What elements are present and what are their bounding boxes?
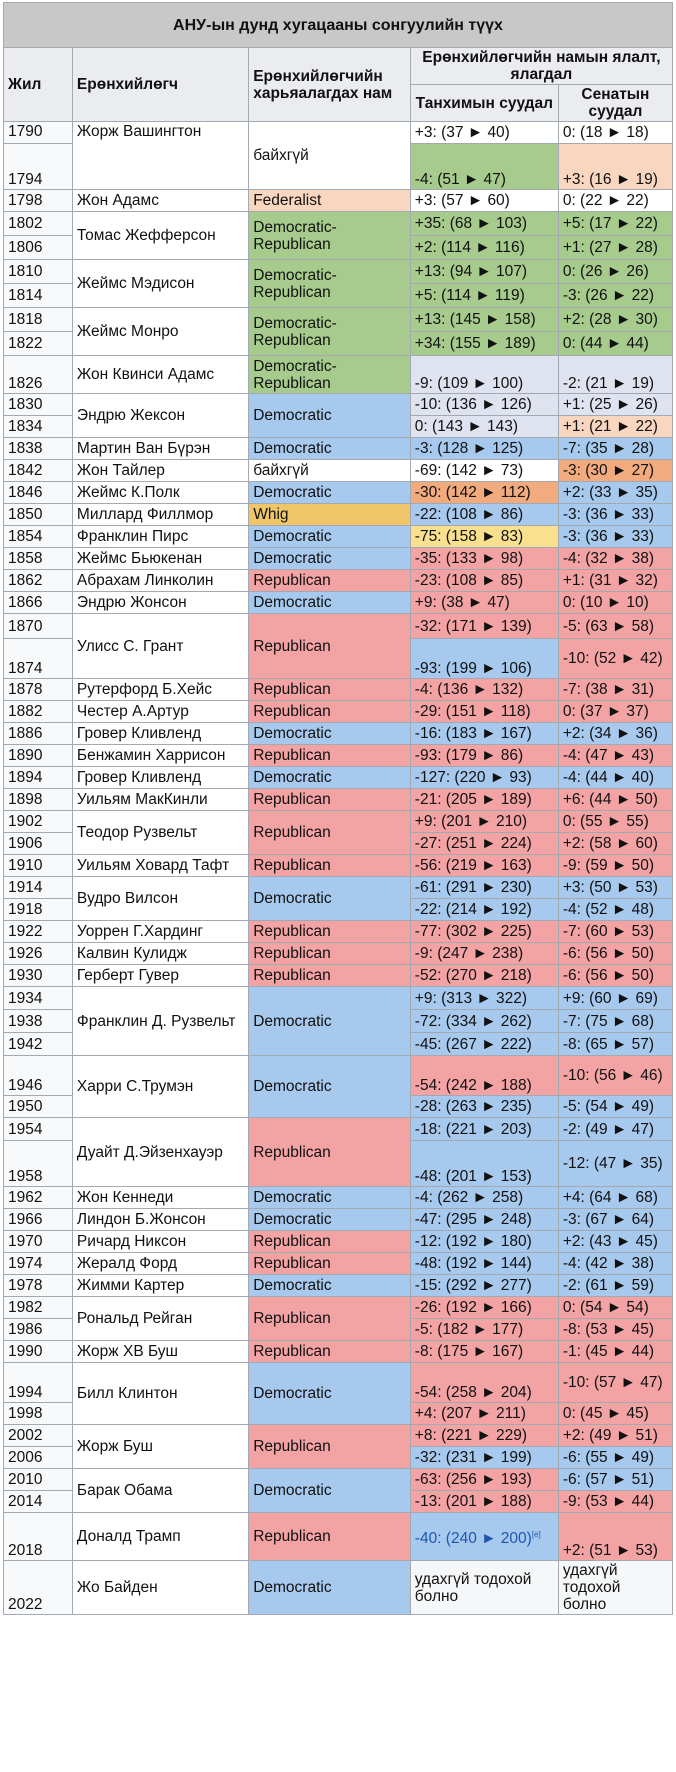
year-cell: 1818 bbox=[4, 308, 73, 332]
party-cell: Democratic bbox=[249, 723, 411, 745]
party-cell: Federalist bbox=[249, 190, 411, 212]
house-change-cell: -22: (108 ► 86) bbox=[410, 504, 558, 526]
year-cell: 1974 bbox=[4, 1253, 73, 1275]
senate-change-cell: -4: (44 ► 40) bbox=[558, 767, 672, 789]
party-cell: Republican bbox=[249, 965, 411, 987]
president-cell: Доналд Трамп bbox=[72, 1513, 248, 1561]
party-cell: Republican bbox=[249, 943, 411, 965]
party-cell: Republican bbox=[249, 811, 411, 855]
house-change-value: -40: (240 ► 200) bbox=[414, 1530, 532, 1548]
party-cell: Democratic-Republican bbox=[249, 356, 411, 394]
party-cell: Democratic bbox=[249, 1056, 411, 1118]
house-change-cell: +9: (313 ► 322) bbox=[410, 987, 558, 1010]
party-cell: Democratic bbox=[249, 767, 411, 789]
year-cell: 1834 bbox=[4, 416, 73, 438]
senate-change-cell: -7: (60 ► 53) bbox=[558, 921, 672, 943]
party-cell: Republican bbox=[249, 921, 411, 943]
year-cell: 1798 bbox=[4, 190, 73, 212]
president-cell: Жо Байден bbox=[72, 1561, 248, 1615]
president-cell: Эндрю Жексон bbox=[72, 394, 248, 438]
year-cell: 1966 bbox=[4, 1209, 73, 1231]
year-cell: 1934 bbox=[4, 987, 73, 1010]
year-cell: 1910 bbox=[4, 855, 73, 877]
senate-change-cell: -6: (56 ► 50) bbox=[558, 943, 672, 965]
president-cell: Жеймс Бьюкенан bbox=[72, 548, 248, 570]
party-cell: Republican bbox=[249, 855, 411, 877]
year-cell: 1978 bbox=[4, 1275, 73, 1297]
senate-change-cell: +2: (51 ► 53) bbox=[558, 1513, 672, 1561]
house-change-cell: -9: (109 ► 100) bbox=[410, 356, 558, 394]
house-change-cell: +8: (221 ► 229) bbox=[410, 1425, 558, 1447]
senate-change-cell: -6: (56 ► 50) bbox=[558, 965, 672, 987]
year-cell: 1914 bbox=[4, 877, 73, 899]
party-cell: Democratic bbox=[249, 1561, 411, 1615]
party-cell: Republican bbox=[249, 1425, 411, 1469]
senate-change-cell: 0: (10 ► 10) bbox=[558, 592, 672, 614]
house-change-cell bbox=[410, 1513, 558, 1561]
year-cell: 1822 bbox=[4, 332, 73, 356]
party-cell: Republican bbox=[249, 679, 411, 701]
president-cell: Гровер Кливленд bbox=[72, 767, 248, 789]
senate-change-cell: +2: (58 ► 60) bbox=[558, 833, 672, 855]
senate-change-cell: -2: (61 ► 59) bbox=[558, 1275, 672, 1297]
house-change-cell: +9: (38 ► 47) bbox=[410, 592, 558, 614]
year-cell: 1906 bbox=[4, 833, 73, 855]
year-cell: 1882 bbox=[4, 701, 73, 723]
senate-change-cell: -3: (36 ► 33) bbox=[558, 526, 672, 548]
year-cell: 1802 bbox=[4, 212, 73, 236]
year-cell: 1950 bbox=[4, 1096, 73, 1118]
senate-change-cell: +2: (33 ► 35) bbox=[558, 482, 672, 504]
house-change-cell: -4: (136 ► 132) bbox=[410, 679, 558, 701]
year-cell: 1842 bbox=[4, 460, 73, 482]
house-change-cell: -12: (192 ► 180) bbox=[410, 1231, 558, 1253]
senate-change-cell: 0: (55 ► 55) bbox=[558, 811, 672, 833]
house-change-cell: +4: (207 ► 211) bbox=[410, 1403, 558, 1425]
president-cell: Жон Квинси Адамс bbox=[72, 356, 248, 394]
party-cell: Republican bbox=[249, 570, 411, 592]
party-cell: Republican bbox=[249, 614, 411, 679]
senate-change-cell: -3: (36 ► 33) bbox=[558, 504, 672, 526]
president-cell: Теодор Рузвельт bbox=[72, 811, 248, 855]
house-change-cell: -28: (263 ► 235) bbox=[410, 1096, 558, 1118]
senate-change-cell: удахгүй тодохой болно bbox=[558, 1561, 672, 1615]
president-cell: Жеймс К.Полк bbox=[72, 482, 248, 504]
house-change-cell: +9: (201 ► 210) bbox=[410, 811, 558, 833]
house-change-cell: -61: (291 ► 230) bbox=[410, 877, 558, 899]
house-change-cell: -77: (302 ► 225) bbox=[410, 921, 558, 943]
year-cell: 1854 bbox=[4, 526, 73, 548]
year-cell: 1830 bbox=[4, 394, 73, 416]
president-cell: Жимми Картер bbox=[72, 1275, 248, 1297]
senate-change-cell: -7: (38 ► 31) bbox=[558, 679, 672, 701]
year-cell: 1918 bbox=[4, 899, 73, 921]
senate-change-cell: -10: (57 ► 47) bbox=[558, 1363, 672, 1403]
senate-change-cell: -10: (56 ► 46) bbox=[558, 1056, 672, 1096]
house-change-cell: +5: (114 ► 119) bbox=[410, 284, 558, 308]
senate-change-cell: +1: (21 ► 22) bbox=[558, 416, 672, 438]
year-cell: 1990 bbox=[4, 1341, 73, 1363]
house-change-cell: -93: (199 ► 106) bbox=[410, 639, 558, 679]
party-cell: Democratic-Republican bbox=[249, 260, 411, 308]
senate-change-cell: -3: (67 ► 64) bbox=[558, 1209, 672, 1231]
senate-change-cell: -8: (65 ► 57) bbox=[558, 1033, 672, 1056]
party-cell: Democratic bbox=[249, 1209, 411, 1231]
house-change-cell: +3: (37 ► 40) bbox=[410, 122, 558, 144]
president-cell: Улисс С. Грант bbox=[72, 614, 248, 679]
president-cell: Гровер Кливленд bbox=[72, 723, 248, 745]
party-cell: Democratic bbox=[249, 592, 411, 614]
house-change-cell: -8: (175 ► 167) bbox=[410, 1341, 558, 1363]
house-change-cell: -35: (133 ► 98) bbox=[410, 548, 558, 570]
party-cell: Republican bbox=[249, 1297, 411, 1341]
year-cell: 2006 bbox=[4, 1447, 73, 1469]
senate-change-cell: +1: (27 ► 28) bbox=[558, 236, 672, 260]
senate-change-cell: -4: (52 ► 48) bbox=[558, 899, 672, 921]
year-cell: 1790 bbox=[4, 122, 73, 144]
house-change-cell: -26: (192 ► 166) bbox=[410, 1297, 558, 1319]
year-cell: 1826 bbox=[4, 356, 73, 394]
house-change-cell: +2: (114 ► 116) bbox=[410, 236, 558, 260]
house-change-cell: -127: (220 ► 93) bbox=[410, 767, 558, 789]
house-change-cell: -56: (219 ► 163) bbox=[410, 855, 558, 877]
house-change-cell: -54: (242 ► 188) bbox=[410, 1056, 558, 1096]
house-change-cell: -45: (267 ► 222) bbox=[410, 1033, 558, 1056]
senate-change-cell: -2: (49 ► 47) bbox=[558, 1118, 672, 1141]
party-cell: Democratic bbox=[249, 1187, 411, 1209]
senate-change-cell: +9: (60 ► 69) bbox=[558, 987, 672, 1010]
header-change-group: Ерөнхийлөгчийн намын ялалт, ялагдал bbox=[410, 48, 672, 85]
house-change-cell: -54: (258 ► 204) bbox=[410, 1363, 558, 1403]
year-cell: 1962 bbox=[4, 1187, 73, 1209]
house-change-cell: -52: (270 ► 218) bbox=[410, 965, 558, 987]
party-cell: Democratic bbox=[249, 438, 411, 460]
senate-change-cell: +6: (44 ► 50) bbox=[558, 789, 672, 811]
house-change-cell: -16: (183 ► 167) bbox=[410, 723, 558, 745]
party-cell: Republican bbox=[249, 1231, 411, 1253]
president-cell: Бенжамин Харрисон bbox=[72, 745, 248, 767]
party-cell: Democratic bbox=[249, 526, 411, 548]
house-change-cell: -48: (201 ► 153) bbox=[410, 1141, 558, 1187]
senate-change-cell: -6: (57 ► 51) bbox=[558, 1469, 672, 1491]
header-party: Ерөнхийлөгчийн харьяалагдах нам bbox=[249, 48, 411, 122]
senate-change-cell: +5: (17 ► 22) bbox=[558, 212, 672, 236]
senate-change-cell: 0: (22 ► 22) bbox=[558, 190, 672, 212]
year-cell: 1794 bbox=[4, 144, 73, 190]
president-cell: Жорж Вашингтон bbox=[72, 122, 248, 190]
senate-change-cell: +2: (49 ► 51) bbox=[558, 1425, 672, 1447]
president-cell: Билл Клинтон bbox=[72, 1363, 248, 1425]
president-cell: Барак Обама bbox=[72, 1469, 248, 1513]
president-cell: Франклин Д. Рузвельт bbox=[72, 987, 248, 1056]
senate-change-cell: -4: (42 ► 38) bbox=[558, 1253, 672, 1275]
senate-change-cell: +2: (43 ► 45) bbox=[558, 1231, 672, 1253]
president-cell: Жон Адамс bbox=[72, 190, 248, 212]
house-change-cell: +13: (145 ► 158) bbox=[410, 308, 558, 332]
house-change-cell: -15: (292 ► 277) bbox=[410, 1275, 558, 1297]
house-change-cell: -32: (231 ► 199) bbox=[410, 1447, 558, 1469]
year-cell: 1922 bbox=[4, 921, 73, 943]
year-cell: 1850 bbox=[4, 504, 73, 526]
senate-change-cell: -4: (47 ► 43) bbox=[558, 745, 672, 767]
house-change-cell: -5: (182 ► 177) bbox=[410, 1319, 558, 1341]
house-change-cell: 0: (143 ► 143) bbox=[410, 416, 558, 438]
party-cell: Democratic bbox=[249, 1363, 411, 1425]
house-change-cell: -4: (51 ► 47) bbox=[410, 144, 558, 190]
president-cell: Франклин Пирс bbox=[72, 526, 248, 548]
house-change-cell: +3: (57 ► 60) bbox=[410, 190, 558, 212]
president-cell: Уильям МакКинли bbox=[72, 789, 248, 811]
year-cell: 1998 bbox=[4, 1403, 73, 1425]
house-change-cell: -75: (158 ► 83) bbox=[410, 526, 558, 548]
party-cell: Republican bbox=[249, 1253, 411, 1275]
party-cell: Democratic bbox=[249, 394, 411, 438]
president-cell: Уильям Ховард Тафт bbox=[72, 855, 248, 877]
senate-change-cell: -7: (35 ► 28) bbox=[558, 438, 672, 460]
senate-change-cell: -7: (75 ► 68) bbox=[558, 1010, 672, 1033]
house-change-cell: -48: (192 ► 144) bbox=[410, 1253, 558, 1275]
year-cell: 1866 bbox=[4, 592, 73, 614]
house-change-cell: -18: (221 ► 203) bbox=[410, 1118, 558, 1141]
senate-change-cell: -6: (55 ► 49) bbox=[558, 1447, 672, 1469]
party-cell: Republican bbox=[249, 789, 411, 811]
president-cell: Жон Кеннеди bbox=[72, 1187, 248, 1209]
president-cell: Эндрю Жонсон bbox=[72, 592, 248, 614]
president-cell: Мартин Ван Бүрэн bbox=[72, 438, 248, 460]
house-change-cell: -47: (295 ► 248) bbox=[410, 1209, 558, 1231]
year-cell: 2022 bbox=[4, 1561, 73, 1615]
party-cell: Democratic-Republican bbox=[249, 308, 411, 356]
president-cell: Томас Жефферсон bbox=[72, 212, 248, 260]
senate-change-cell: +3: (50 ► 53) bbox=[558, 877, 672, 899]
header-house: Танхимын суудал bbox=[410, 85, 558, 122]
house-change-cell: +34: (155 ► 189) bbox=[410, 332, 558, 356]
senate-change-cell: -9: (53 ► 44) bbox=[558, 1491, 672, 1513]
senate-change-cell: -3: (30 ► 27) bbox=[558, 460, 672, 482]
house-change-cell: удахгүй тодохой болно bbox=[410, 1561, 558, 1615]
house-change-cell: -10: (136 ► 126) bbox=[410, 394, 558, 416]
year-cell: 2014 bbox=[4, 1491, 73, 1513]
senate-change-cell: +1: (31 ► 32) bbox=[558, 570, 672, 592]
year-cell: 2002 bbox=[4, 1425, 73, 1447]
house-change-cell: -27: (251 ► 224) bbox=[410, 833, 558, 855]
house-change-cell: -93: (179 ► 86) bbox=[410, 745, 558, 767]
party-cell: Democratic bbox=[249, 1469, 411, 1513]
president-cell: Честер А.Артур bbox=[72, 701, 248, 723]
year-cell: 1994 bbox=[4, 1363, 73, 1403]
year-cell: 1878 bbox=[4, 679, 73, 701]
senate-change-cell: +1: (25 ► 26) bbox=[558, 394, 672, 416]
year-cell: 1926 bbox=[4, 943, 73, 965]
president-cell: Рутерфорд Б.Хейс bbox=[72, 679, 248, 701]
party-cell: Whig bbox=[249, 504, 411, 526]
party-cell: Republican bbox=[249, 745, 411, 767]
senate-change-cell: -12: (47 ► 35) bbox=[558, 1141, 672, 1187]
senate-change-cell: -2: (21 ► 19) bbox=[558, 356, 672, 394]
year-cell: 1942 bbox=[4, 1033, 73, 1056]
senate-change-cell: 0: (54 ► 54) bbox=[558, 1297, 672, 1319]
house-change-cell: -21: (205 ► 189) bbox=[410, 789, 558, 811]
house-change-cell: -72: (334 ► 262) bbox=[410, 1010, 558, 1033]
party-cell: Democratic bbox=[249, 877, 411, 921]
president-cell: Жеймс Мэдисон bbox=[72, 260, 248, 308]
senate-change-cell: -3: (26 ► 22) bbox=[558, 284, 672, 308]
house-change-cell: -69: (142 ► 73) bbox=[410, 460, 558, 482]
midterm-elections-table bbox=[3, 2, 673, 1615]
party-cell: Republican bbox=[249, 701, 411, 723]
house-change-cell: -23: (108 ► 85) bbox=[410, 570, 558, 592]
party-cell: Democratic bbox=[249, 548, 411, 570]
president-cell: Линдон Б.Жонсон bbox=[72, 1209, 248, 1231]
president-cell: Рональд Рейган bbox=[72, 1297, 248, 1341]
year-cell: 1946 bbox=[4, 1056, 73, 1096]
footnote-link[interactable]: [e] bbox=[531, 1529, 541, 1539]
year-cell: 1814 bbox=[4, 284, 73, 308]
house-change-cell: -30: (142 ► 112) bbox=[410, 482, 558, 504]
president-cell: Калвин Кулидж bbox=[72, 943, 248, 965]
year-cell: 1902 bbox=[4, 811, 73, 833]
senate-change-cell: 0: (45 ► 45) bbox=[558, 1403, 672, 1425]
year-cell: 1890 bbox=[4, 745, 73, 767]
year-cell: 1954 bbox=[4, 1118, 73, 1141]
party-cell: Democratic bbox=[249, 1275, 411, 1297]
president-cell: Жеймс Монро bbox=[72, 308, 248, 356]
house-change-cell: -9: (247 ► 238) bbox=[410, 943, 558, 965]
header-president: Ерөнхийлөгч bbox=[72, 48, 248, 122]
year-cell: 1898 bbox=[4, 789, 73, 811]
year-cell: 1982 bbox=[4, 1297, 73, 1319]
president-cell: Миллард Филлмор bbox=[72, 504, 248, 526]
party-cell: байхгүй bbox=[249, 460, 411, 482]
year-cell: 1938 bbox=[4, 1010, 73, 1033]
house-change-cell: -63: (256 ► 193) bbox=[410, 1469, 558, 1491]
party-cell: Democratic-Republican bbox=[249, 212, 411, 260]
year-cell: 1846 bbox=[4, 482, 73, 504]
year-cell: 1810 bbox=[4, 260, 73, 284]
senate-change-cell: 0: (26 ► 26) bbox=[558, 260, 672, 284]
house-change-cell: +13: (94 ► 107) bbox=[410, 260, 558, 284]
senate-change-cell: 0: (37 ► 37) bbox=[558, 701, 672, 723]
senate-change-cell: -5: (54 ► 49) bbox=[558, 1096, 672, 1118]
president-cell: Жералд Форд bbox=[72, 1253, 248, 1275]
senate-change-cell: -1: (45 ► 44) bbox=[558, 1341, 672, 1363]
year-cell: 1894 bbox=[4, 767, 73, 789]
president-cell: Уоррен Г.Хардинг bbox=[72, 921, 248, 943]
president-cell: Жон Тайлер bbox=[72, 460, 248, 482]
senate-change-cell: +3: (16 ► 19) bbox=[558, 144, 672, 190]
president-cell: Дуайт Д.Эйзенхауэр bbox=[72, 1118, 248, 1187]
party-cell: байхгүй bbox=[249, 122, 411, 190]
house-change-cell: -3: (128 ► 125) bbox=[410, 438, 558, 460]
president-cell: Жорж Буш bbox=[72, 1425, 248, 1469]
year-cell: 1858 bbox=[4, 548, 73, 570]
party-cell: Democratic bbox=[249, 482, 411, 504]
year-cell: 1886 bbox=[4, 723, 73, 745]
senate-change-cell: -8: (53 ► 45) bbox=[558, 1319, 672, 1341]
senate-change-cell: 0: (44 ► 44) bbox=[558, 332, 672, 356]
house-change-cell: -4: (262 ► 258) bbox=[410, 1187, 558, 1209]
party-cell: Democratic bbox=[249, 987, 411, 1056]
senate-change-cell: +2: (34 ► 36) bbox=[558, 723, 672, 745]
party-cell: Republican bbox=[249, 1513, 411, 1561]
header-year: Жил bbox=[4, 48, 73, 122]
party-cell: Republican bbox=[249, 1118, 411, 1187]
senate-change-cell: -5: (63 ► 58) bbox=[558, 614, 672, 639]
house-change-cell: -29: (151 ► 118) bbox=[410, 701, 558, 723]
year-cell: 1970 bbox=[4, 1231, 73, 1253]
year-cell: 1838 bbox=[4, 438, 73, 460]
year-cell: 2010 bbox=[4, 1469, 73, 1491]
president-cell: Абрахам Линколин bbox=[72, 570, 248, 592]
senate-change-cell: 0: (18 ► 18) bbox=[558, 122, 672, 144]
house-change-cell: +35: (68 ► 103) bbox=[410, 212, 558, 236]
house-change-cell: -32: (171 ► 139) bbox=[410, 614, 558, 639]
year-cell: 1870 bbox=[4, 614, 73, 639]
president-cell: Герберт Гувер bbox=[72, 965, 248, 987]
senate-change-cell: +4: (64 ► 68) bbox=[558, 1187, 672, 1209]
senate-change-cell: +2: (28 ► 30) bbox=[558, 308, 672, 332]
president-cell: Харри С.Трумэн bbox=[72, 1056, 248, 1118]
senate-change-cell: -10: (52 ► 42) bbox=[558, 639, 672, 679]
year-cell: 1862 bbox=[4, 570, 73, 592]
year-cell: 2018 bbox=[4, 1513, 73, 1561]
house-change-cell: -22: (214 ► 192) bbox=[410, 899, 558, 921]
year-cell: 1986 bbox=[4, 1319, 73, 1341]
senate-change-cell: -4: (32 ► 38) bbox=[558, 548, 672, 570]
president-cell: Вудро Вилсон bbox=[72, 877, 248, 921]
header-senate: Сенатын суудал bbox=[558, 85, 672, 122]
senate-change-cell: -9: (59 ► 50) bbox=[558, 855, 672, 877]
year-cell: 1958 bbox=[4, 1141, 73, 1187]
year-cell: 1930 bbox=[4, 965, 73, 987]
table-caption: АНУ-ын дунд хугацааны сонгуулийн түүх bbox=[4, 3, 673, 48]
party-cell: Republican bbox=[249, 1341, 411, 1363]
house-change-cell: -13: (201 ► 188) bbox=[410, 1491, 558, 1513]
president-cell: Ричард Никсон bbox=[72, 1231, 248, 1253]
year-cell: 1806 bbox=[4, 236, 73, 260]
president-cell: Жорж ХВ Буш bbox=[72, 1341, 248, 1363]
year-cell: 1874 bbox=[4, 639, 73, 679]
